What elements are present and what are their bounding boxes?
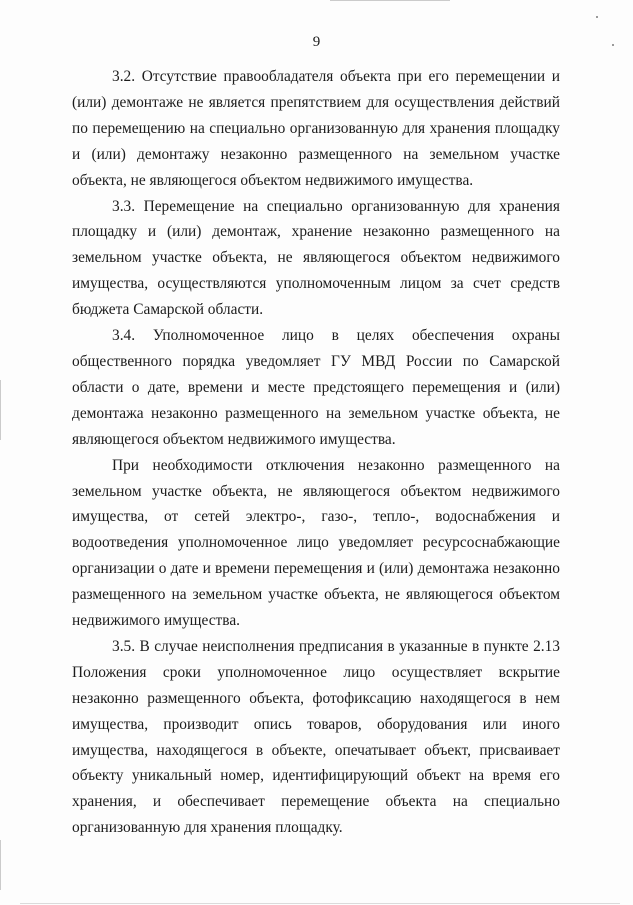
scan-artifact-edge xyxy=(0,380,1,440)
scan-artifact-top xyxy=(330,0,450,1)
page-number: 9 xyxy=(312,34,321,50)
scan-artifact-dot xyxy=(596,16,598,18)
paragraph-3-4: 3.4. Уполномоченное лицо в целях обеспечения охраны общественного порядка уведомляет ГУ МВД России по Самарской области о дате, времени и месте предстоящего перемещения и (или) демонтажа незаконно размещенного на земельном участке объекта, не являющегося объектом недвижимого имущества. xyxy=(72,327,560,448)
paragraph-3-2: 3.2. Отсутствие правообладателя объекта при его перемещении и (или) демонтаже не является препятствием для осуществления действий по перемещению на специально организованную для хранения площадку и (или) демонтажу незаконно размещенного на земельном участке объекта, не являющегося объектом недвижимого имущества. xyxy=(72,68,560,189)
scan-artifact-bottom xyxy=(20,903,620,904)
scan-artifact-edge xyxy=(0,840,1,890)
document-body xyxy=(72,64,560,841)
paragraph-3-5: 3.5. В случае неисполнения предписания в указанные в пункте 2.13 Положения сроки уполномоченное лицо осуществляет вскрытие незаконно размещенного объекта, фотофиксацию находящегося в нем имущества, производит опись товаров, оборудования или иного имущества, находящегося в объекте, опечатывает объект, присваивает объекту уникальный номер, идентифицирующий объект на время его хранения, и обеспечивает перемещение объекта на специально организованную для хранения площадку. xyxy=(72,637,560,837)
paragraph-3-4-cont: При необходимости отключения незаконно размещенного на земельном участке объекта, не являющегося объектом недвижимого имущества, от сетей электро-, газо-, тепло-, водоснабжения и водоотведения уполномоченное лицо уведомляет ресурсоснабжающие организации о дате и времени перемещения и (или) демонтажа незаконно размещенного на земельном участке объекта, не являющегося объектом недвижимого имущества. xyxy=(72,456,560,630)
paragraph-3-3: 3.3. Перемещение на специально организованную для хранения площадку и (или) демонтаж, хранение незаконно размещенного на земельном участке объекта, не являющегося объектом недвижимого имущества, осуществляются уполномоченным лицом за счет средств бюджета Самарской области. xyxy=(72,197,560,319)
